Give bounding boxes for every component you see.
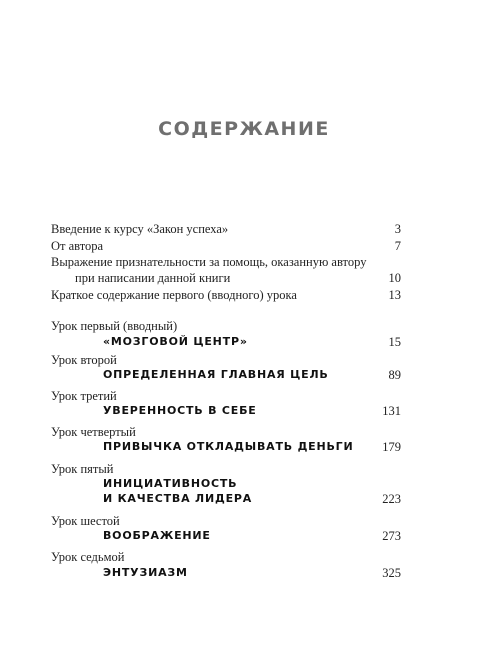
lesson-title: «МОЗГОВОЙ ЦЕНТР» xyxy=(103,335,248,348)
toc-entry-text: От автора xyxy=(51,239,104,253)
lesson-page: 273 xyxy=(382,529,401,543)
lesson-title: ОПРЕДЕЛЕННАЯ ГЛАВНАЯ ЦЕЛЬ xyxy=(103,368,329,381)
lesson-page: 131 xyxy=(382,404,401,418)
lesson-title: УВЕРЕННОСТЬ В СЕБЕ xyxy=(103,404,257,417)
toc-lesson[interactable] xyxy=(51,514,401,548)
lesson-label: Урок второй xyxy=(51,353,117,367)
lesson-label: Урок шестой xyxy=(51,514,120,528)
lesson-page: 223 xyxy=(382,492,401,506)
toc-entry-page: 10 xyxy=(388,271,401,285)
lesson-page: 15 xyxy=(388,335,401,349)
lesson-page: 325 xyxy=(382,566,401,580)
toc-entry-text: Введение к курсу «Закон успеха» xyxy=(51,222,229,236)
toc-entry[interactable] xyxy=(51,254,401,286)
toc-lesson[interactable] xyxy=(51,353,401,387)
lesson-page: 89 xyxy=(388,368,401,382)
lesson-label: Урок пятый xyxy=(51,462,114,476)
lesson-page: 179 xyxy=(382,440,401,454)
lesson-title-continued: И КАЧЕСТВА ЛИДЕРА xyxy=(103,492,253,505)
toc-lesson[interactable] xyxy=(51,319,401,353)
toc-entry-text-continued: при написании данной книги xyxy=(75,271,231,285)
lesson-label: Урок третий xyxy=(51,389,117,403)
toc-lesson[interactable] xyxy=(51,462,401,510)
lesson-label: Урок четвертый xyxy=(51,425,136,439)
toc-entry-page: 13 xyxy=(388,288,401,302)
toc-lesson[interactable] xyxy=(51,425,401,459)
toc-lesson[interactable] xyxy=(51,550,401,584)
page-title: СОДЕРЖАНИЕ xyxy=(158,118,330,140)
toc-entry-text: Краткое содержание первого (вводного) урока xyxy=(51,288,297,302)
toc-entry-text: Выражение признательности за помощь, оказанную автору xyxy=(51,255,367,269)
toc-lesson[interactable] xyxy=(51,389,401,423)
lesson-title: ИНИЦИАТИВНОСТЬ xyxy=(103,477,238,490)
lesson-title: ПРИВЫЧКА ОТКЛАДЫВАТЬ ДЕНЬГИ xyxy=(103,440,354,453)
toc-entry-page: 3 xyxy=(394,222,401,236)
lesson-title: ВООБРАЖЕНИЕ xyxy=(103,529,211,542)
lesson-label: Урок первый (вводный) xyxy=(51,319,178,333)
toc-entry-page: 7 xyxy=(394,239,401,253)
lesson-title: ЭНТУЗИАЗМ xyxy=(103,566,188,579)
lesson-label: Урок седьмой xyxy=(51,550,125,564)
